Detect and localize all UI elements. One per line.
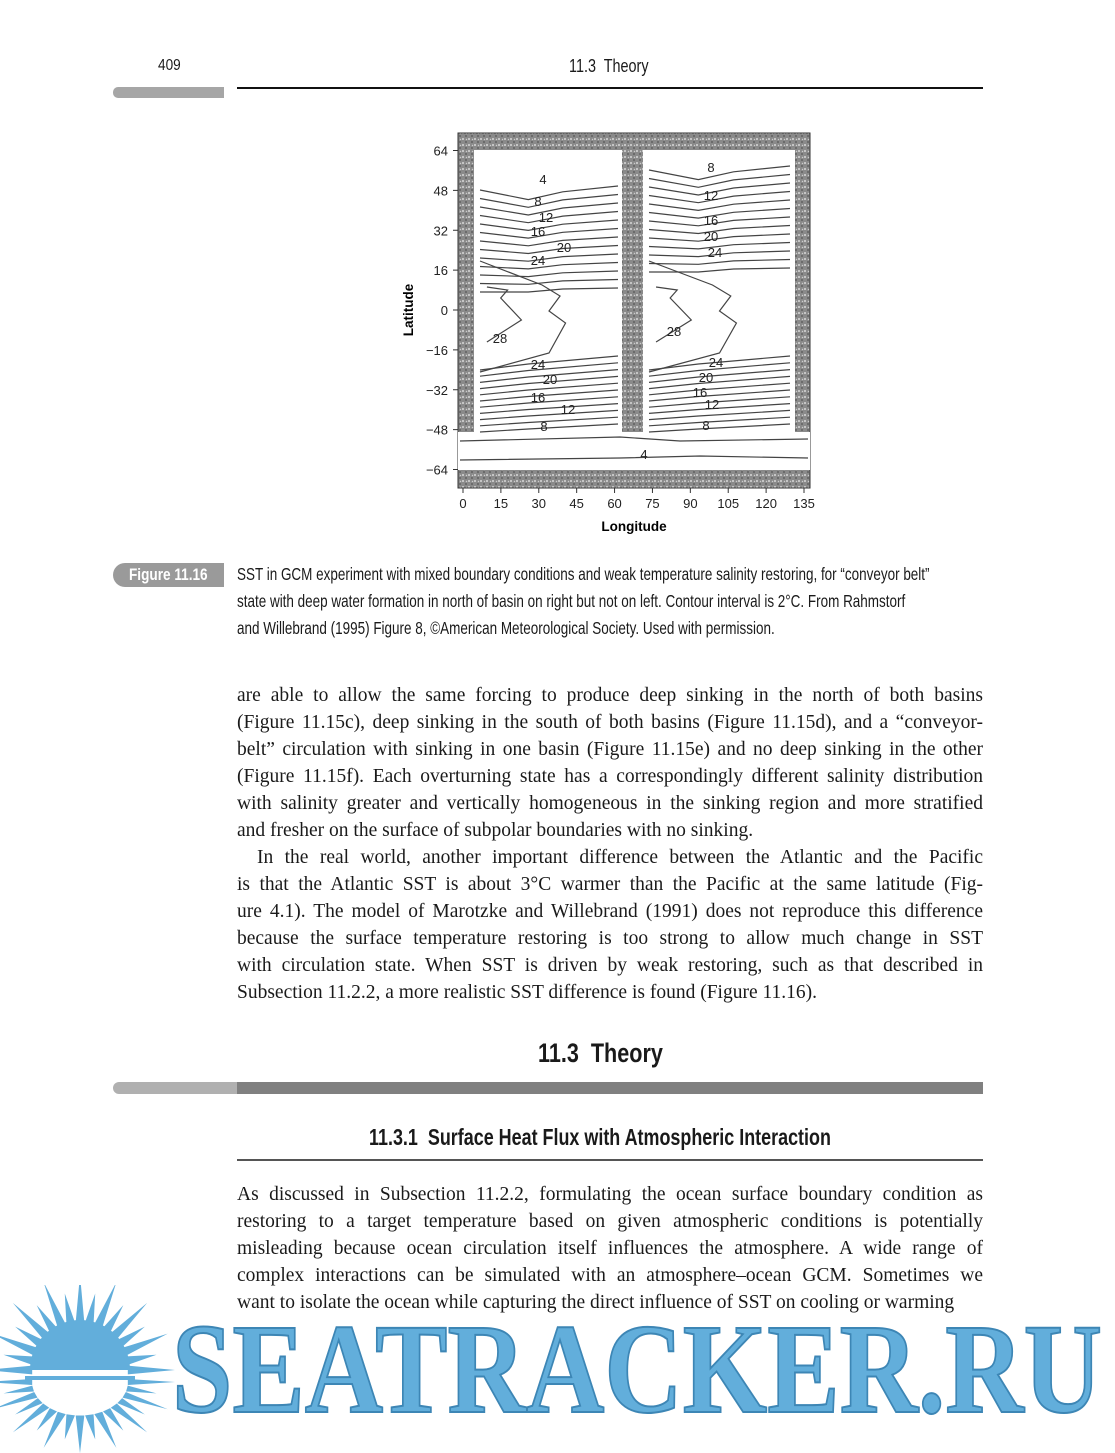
- x-tick-label: 90: [683, 496, 698, 511]
- page-number: 409: [158, 57, 181, 74]
- left-basin: [474, 150, 622, 432]
- x-tick-label: 45: [569, 496, 584, 511]
- subsection-heading: 11.3.1 Surface Heat Flux with Atmospheric Interaction: [369, 1124, 831, 1150]
- contour-label: 24: [530, 357, 546, 372]
- contour-label: 24: [708, 355, 724, 370]
- y-tick-label: 0: [440, 303, 448, 318]
- body-text-line: is that the Atlantic SST is about 3°C warmer than the Pacific at the same latitude (Fig-: [237, 874, 983, 895]
- section-bar-light: [113, 1082, 237, 1094]
- watermark-text: SEATRACKER.RU: [172, 1298, 1102, 1440]
- body-text-line: with salinity greater and vertically homogeneous in the sinking region and more stratified: [237, 793, 983, 814]
- header-gray-bar: [113, 87, 224, 98]
- y-tick-label: 64: [433, 143, 448, 159]
- body-text-line: Subsection 11.2.2, a more realistic SST difference is found (Figure 11.16).: [237, 982, 818, 1003]
- y-tick-label: −48: [425, 422, 448, 438]
- body-text-line: are able to allow the same forcing to produce deep sinking in the north of both basins: [237, 685, 983, 706]
- contour-label: 12: [538, 210, 554, 225]
- contour-label: 20: [556, 240, 572, 255]
- body-text-line: In the real world, another important difference between the Atlantic and the Pacific: [257, 847, 983, 868]
- contour-label: 12: [703, 188, 719, 203]
- contour-label: 16: [703, 213, 719, 228]
- body-text-line: belt” circulation with sinking in one basin (Figure 11.15e) and no deep sinking in the other: [237, 739, 983, 760]
- caption-line: SST in GCM experiment with mixed boundary conditions and weak temperature salinity restoring, for “conveyor belt”: [237, 564, 930, 584]
- section-heading: 11.3 Theory: [538, 1038, 663, 1068]
- contour-label: 28: [492, 331, 508, 346]
- x-tick-label: 60: [607, 496, 622, 511]
- section-bar-dark: [237, 1082, 983, 1094]
- x-axis-label: Longitude: [601, 519, 667, 534]
- x-tick-label: 120: [755, 496, 777, 511]
- contour-label: 8: [702, 418, 710, 433]
- subsection-rule: [237, 1159, 983, 1161]
- caption-line: and Willebrand (1995) Figure 8, ©American Meteorological Society. Used with permission.: [237, 618, 775, 638]
- sst-contour-figure: [390, 125, 830, 545]
- contour-label: 16: [530, 224, 546, 239]
- contour-label: 4: [640, 447, 648, 462]
- body-text-line: with circulation state. When SST is driven by weak restoring, such as that described in: [237, 955, 983, 976]
- body-text-line: (Figure 11.15c), deep sinking in the south of both basins (Figure 11.15d), and a “conveyor-: [237, 712, 983, 733]
- sun-logo-icon: [0, 1285, 175, 1453]
- contour-label: 20: [703, 229, 719, 244]
- contour-label: 8: [540, 419, 548, 434]
- y-tick-label: 16: [433, 263, 448, 279]
- y-tick-label: 48: [433, 183, 448, 199]
- x-tick-label: 75: [645, 496, 660, 511]
- x-tick-label: 15: [493, 496, 509, 511]
- body-text-line: restoring to a target temperature based on given atmospheric conditions is potentially: [237, 1211, 983, 1232]
- x-tick-label: 135: [793, 496, 815, 511]
- seatracker-watermark: [0, 1285, 1115, 1453]
- contour-label: 28: [666, 324, 682, 339]
- body-text-line: misleading because ocean circulation itself influences the atmosphere. A wide range of: [237, 1238, 983, 1259]
- x-tick-label: 105: [717, 496, 740, 511]
- contour-label: 20: [542, 372, 558, 387]
- body-text-line: because the surface temperature restoring is too strong to allow much change in SST: [237, 928, 983, 949]
- body-text-line: ure 4.1). The model of Marotzke and Willebrand (1991) does not reproduce this difference: [237, 901, 983, 922]
- contour-label: 20: [698, 370, 714, 385]
- contour-label: 16: [530, 390, 546, 405]
- figure-label-badge: [113, 563, 224, 587]
- body-text-line: want to isolate the ocean while capturing the direct influence of SST on cooling or warming: [237, 1292, 955, 1313]
- contour-label: 16: [692, 385, 708, 400]
- figure-label: Figure 11.16: [129, 565, 208, 584]
- body-text-line: and fresher on the surface of subpolar boundaries with no sinking.: [237, 820, 754, 841]
- y-axis-label: Latitude: [401, 283, 416, 337]
- header-rule: [237, 87, 983, 89]
- y-tick-label: −32: [425, 382, 448, 398]
- body-text-line: (Figure 11.15f). Each overturning state has a correspondingly different salinity distribution: [237, 766, 983, 787]
- contour-label: 24: [707, 245, 723, 260]
- contour-label: 8: [707, 160, 715, 175]
- caption-line: state with deep water formation in north of basin on right but not on left. Contour interval is 2°C. From Rahmstorf: [237, 591, 906, 611]
- y-tick-label: −16: [425, 342, 448, 358]
- y-tick-label: 32: [433, 223, 448, 239]
- body-text-line: As discussed in Subsection 11.2.2, formulating the ocean surface boundary condition as: [237, 1184, 983, 1205]
- y-tick-label: −64: [425, 462, 448, 478]
- contour-label: 8: [534, 194, 542, 209]
- contour-label: 12: [560, 402, 576, 417]
- body-text-line: complex interactions can be simulated with an atmosphere–ocean GCM. Sometimes we: [237, 1265, 983, 1286]
- contour-label: 24: [530, 253, 546, 268]
- contour-label: 12: [704, 397, 720, 412]
- running-title: 11.3 Theory: [569, 56, 649, 76]
- x-tick-label: 0: [459, 496, 467, 511]
- contour-label: 4: [539, 172, 547, 187]
- x-tick-label: 30: [531, 496, 547, 511]
- right-basin: [643, 150, 795, 432]
